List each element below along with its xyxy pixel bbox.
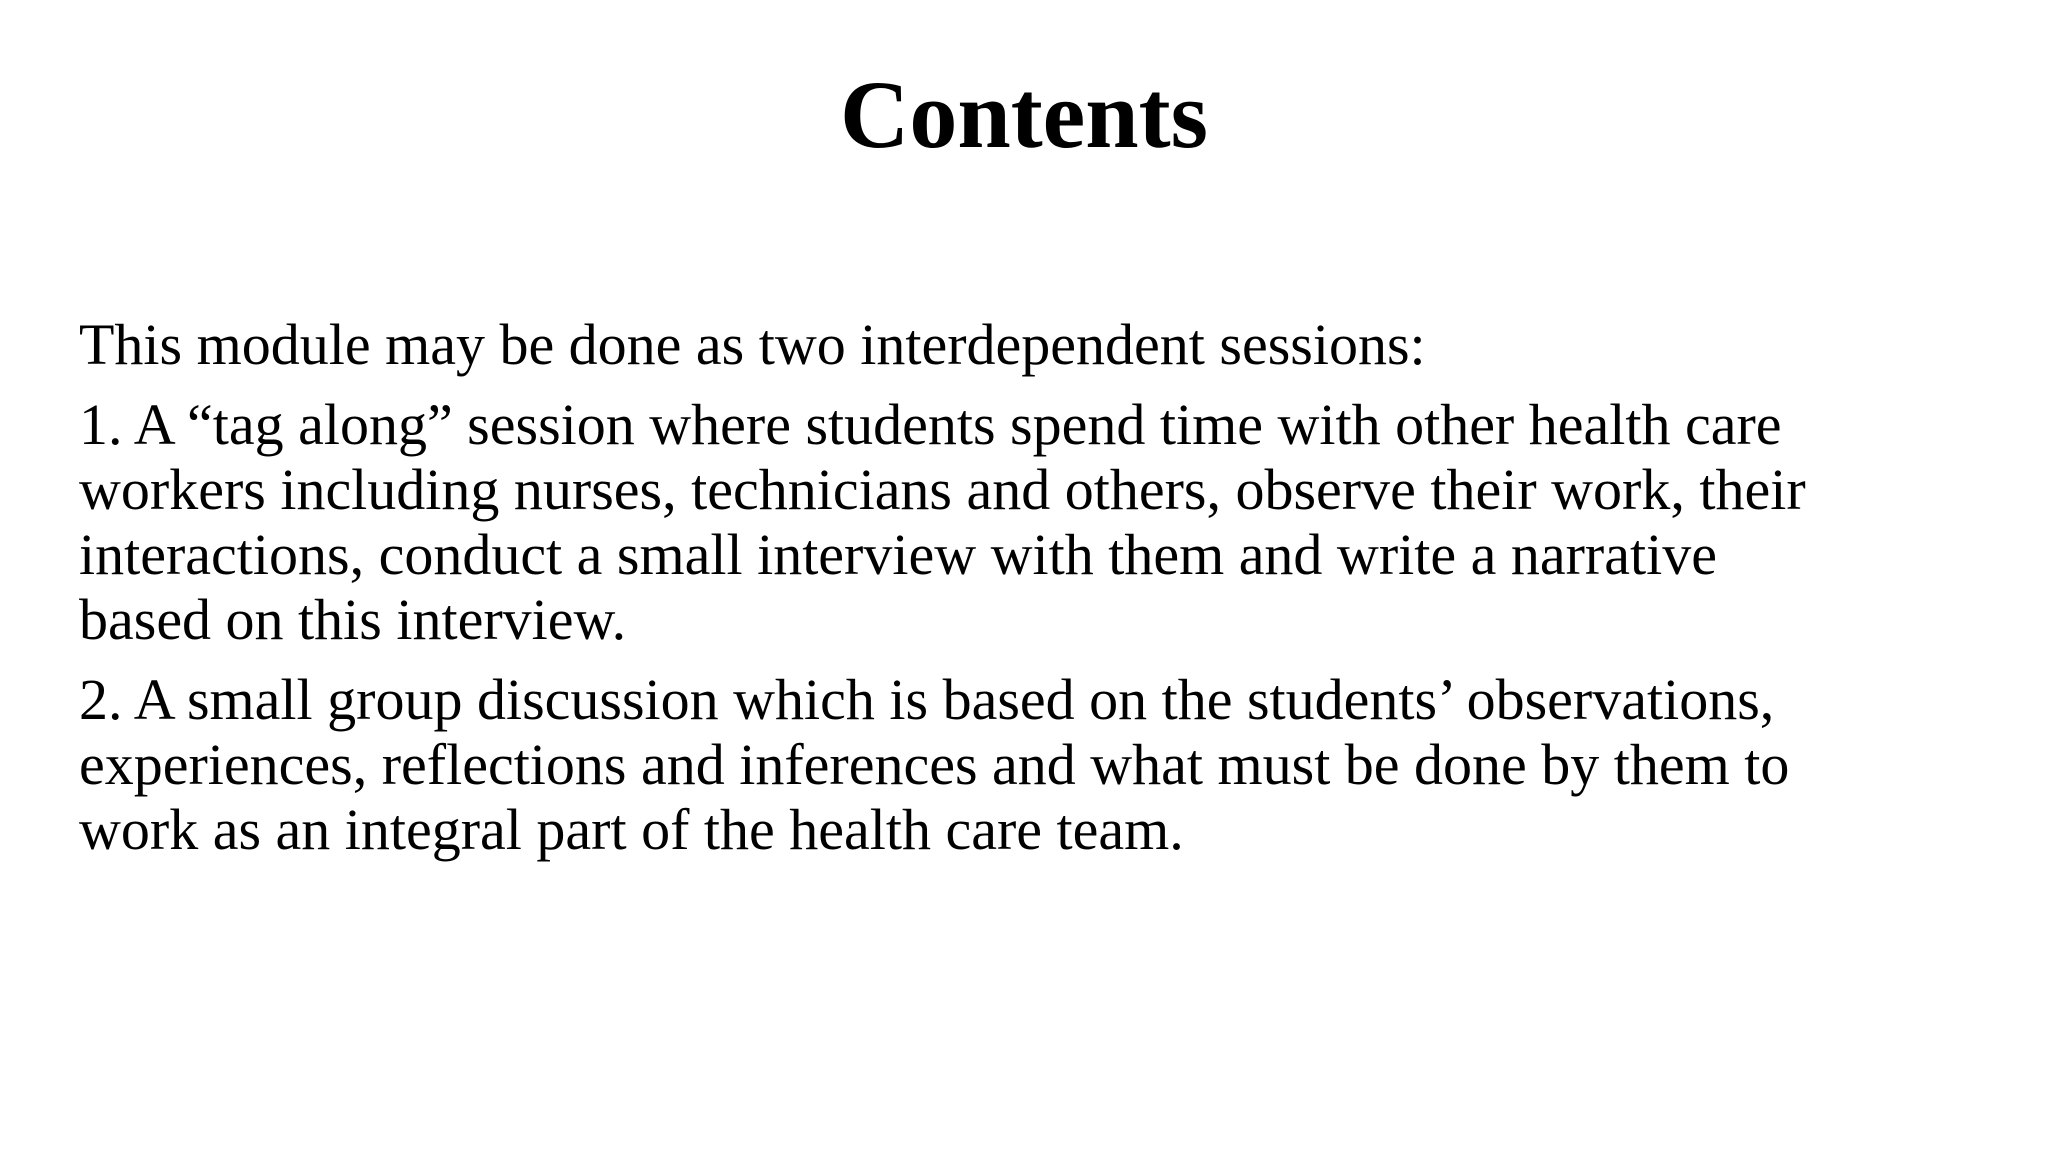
text-line: interactions, conduct a small interview with them and write a narrative [79, 522, 1717, 587]
text-line: 2. A small group discussion which is based on the students’ observations, [79, 667, 1775, 732]
session-two-paragraph [79, 667, 1979, 862]
session-one-paragraph [79, 392, 1979, 652]
text-line: work as an integral part of the health care team. [79, 797, 1184, 862]
slide-title: Contents [839, 61, 1208, 168]
text-line: This module may be done as two interdependent sessions: [79, 312, 1426, 377]
text-line: based on this interview. [79, 587, 627, 652]
text-line: experiences, reflections and inferences and what must be done by them to [79, 732, 1790, 797]
intro-paragraph [79, 312, 1979, 377]
text-line: 1. A “tag along” session where students spend time with other health care [79, 392, 1782, 457]
text-line: workers including nurses, technicians and others, observe their work, their [79, 457, 1806, 522]
slide-body [79, 312, 1979, 877]
